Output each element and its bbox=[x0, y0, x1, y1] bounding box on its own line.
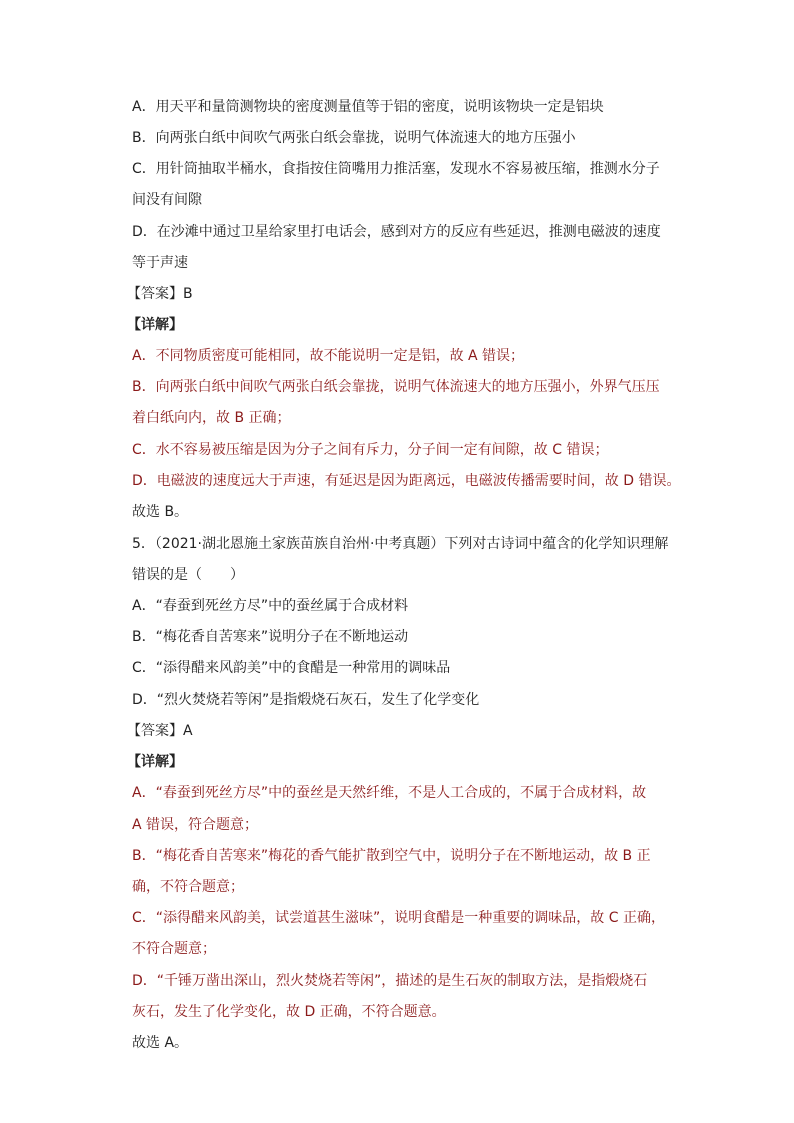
q4-option-a: A．用天平和量筒测物块的密度测量值等于铝的密度，说明该物块一定是铝块 bbox=[132, 99, 604, 115]
q5-detail-c-line2: 不符合题意； bbox=[132, 941, 216, 957]
q4-detail-c: C．水不容易被压缩是因为分子之间有斥力，分子间一定有间隙，故 C 错误； bbox=[132, 442, 609, 458]
q5-option-b: B．“梅花香自苦寒来”说明分子在不断地运动 bbox=[132, 629, 409, 645]
q5-option-d: D．“烈火焚烧若等闲”是指煅烧石灰石，发生了化学变化 bbox=[132, 692, 480, 708]
q4-option-d-line2: 等于声速 bbox=[132, 255, 188, 271]
q4-option-b: B．向两张白纸中间吹气两张白纸会靠拢，说明气体流速大的地方压强小 bbox=[132, 130, 576, 146]
q4-choice: 故选 B。 bbox=[132, 504, 189, 520]
q4-detail-b-line1: B．向两张白纸中间吹气两张白纸会靠拢，说明气体流速大的地方压强小，外界气压压 bbox=[132, 379, 660, 395]
q4-option-c-line1: C．用针筒抽取半桶水，食指按住筒嘴用力推活塞，发现水不容易被压缩，推测水分子 bbox=[132, 161, 660, 177]
q5-detail-b-line1: B．“梅花香自苦寒来”梅花的香气能扩散到空气中，说明分子在不断地运动，故 B 正 bbox=[132, 848, 651, 864]
q4-detail-heading: 【详解】 bbox=[127, 317, 183, 333]
q5-detail-b-line2: 确，不符合题意； bbox=[132, 879, 244, 895]
q4-option-d-line1: D．在沙滩中通过卫星给家里打电话会，感到对方的反应有些延迟，推测电磁波的速度 bbox=[132, 224, 661, 240]
q4-detail-a: A．不同物质密度可能相同，故不能说明一定是铝，故 A 错误； bbox=[132, 348, 525, 364]
q5-option-a: A．“春蚕到死丝方尽”中的蚕丝属于合成材料 bbox=[132, 598, 409, 614]
q5-stem-line1: 5．（2021·湖北恩施土家族苗族自治州·中考真题）下列对古诗词中蕴含的化学知识理解 bbox=[132, 536, 669, 552]
q5-detail-d-line2: 灰石，发生了化学变化，故 D 正确，不符合题意。 bbox=[132, 1004, 446, 1020]
q5-detail-a-line2: A 错误，符合题意； bbox=[132, 817, 259, 833]
q5-detail-heading: 【详解】 bbox=[127, 754, 183, 770]
q4-answer: 【答案】B bbox=[127, 286, 193, 302]
q5-answer: 【答案】A bbox=[127, 723, 193, 739]
q5-option-c: C．“添得醋来风韵美”中的食醋是一种常用的调味品 bbox=[132, 660, 451, 676]
q5-stem-line2: 错误的是（ ） bbox=[132, 567, 244, 583]
q4-detail-d: D．电磁波的速度远大于声速，有延迟是因为距离远，电磁波传播需要时间，故 D 错误。 bbox=[132, 473, 681, 489]
q5-choice: 故选 A。 bbox=[132, 1035, 189, 1051]
q5-detail-c-line1: C．“添得醋来风韵美，试尝道甚生滋味”，说明食醋是一种重要的调味品，故 C 正确， bbox=[132, 910, 665, 926]
q4-detail-b-line2: 着白纸向内，故 B 正确； bbox=[132, 410, 291, 426]
q5-detail-a-line1: A．“春蚕到死丝方尽”中的蚕丝是天然纤维，不是人工合成的，不属于合成材料，故 bbox=[132, 785, 647, 801]
q5-detail-d-line1: D．“千锤万凿出深山，烈火焚烧若等闲”，描述的是生石灰的制取方法，是指煅烧石 bbox=[132, 973, 648, 989]
q4-option-c-line2: 间没有间隙 bbox=[132, 192, 202, 208]
